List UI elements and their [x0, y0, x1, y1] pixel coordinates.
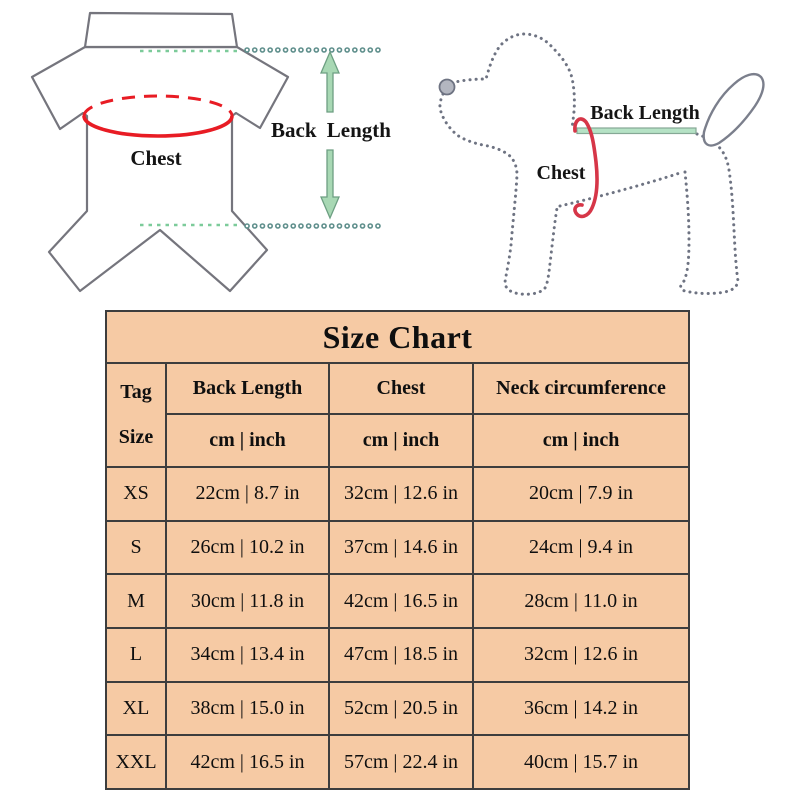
neck-value: 32cm | 12.6 in	[473, 628, 689, 682]
back-length-value: 22cm | 8.7 in	[166, 467, 329, 521]
dog-nose	[440, 80, 455, 95]
size-chart-table	[105, 310, 690, 790]
garment-diagram	[32, 13, 382, 291]
unit-header-chest: cm | inch	[329, 414, 473, 467]
chest-value: 37cm | 14.6 in	[329, 521, 473, 575]
dog-face-chest-frontleg	[440, 94, 557, 294]
dog-tail	[704, 74, 764, 145]
column-header-back-length: Back Length	[166, 363, 329, 414]
size-tag: L	[106, 628, 166, 682]
dog-head-outline	[452, 34, 574, 129]
neck-value: 24cm | 9.4 in	[473, 521, 689, 575]
garment-back-length-label: Back Length	[271, 118, 391, 142]
table-row-l	[106, 628, 689, 682]
table-units-row	[106, 414, 689, 467]
column-header-neck: Neck circumference	[473, 363, 689, 414]
size-tag: S	[106, 521, 166, 575]
table-row-xs	[106, 467, 689, 521]
back-length-arrow-down	[321, 150, 339, 218]
back-length-value: 34cm | 13.4 in	[166, 628, 329, 682]
tag-header-line1: Tag	[120, 381, 152, 403]
dog-diagram	[440, 34, 738, 294]
garment-collar	[85, 13, 237, 47]
table-row-s	[106, 521, 689, 575]
measurement-diagrams	[0, 0, 800, 308]
neck-value: 40cm | 15.7 in	[473, 735, 689, 789]
neck-value: 20cm | 7.9 in	[473, 467, 689, 521]
table-title-row	[106, 311, 689, 363]
neck-value: 28cm | 11.0 in	[473, 574, 689, 628]
table-header-row	[106, 363, 689, 414]
tag-size-header	[106, 363, 166, 467]
table-row-xxl	[106, 735, 689, 789]
chest-value: 57cm | 22.4 in	[329, 735, 473, 789]
chest-value: 32cm | 12.6 in	[329, 467, 473, 521]
dog-back-length-label: Back Length	[590, 102, 700, 124]
chest-value: 52cm | 20.5 in	[329, 682, 473, 736]
size-tag: XXL	[106, 735, 166, 789]
chest-value: 42cm | 16.5 in	[329, 574, 473, 628]
table-row-xl	[106, 682, 689, 736]
dog-hindleg	[681, 142, 738, 294]
size-tag: XS	[106, 467, 166, 521]
back-length-value: 42cm | 16.5 in	[166, 735, 329, 789]
garment-chest-label: Chest	[130, 146, 182, 170]
size-chart-title: Size Chart	[106, 311, 689, 363]
table-row-m	[106, 574, 689, 628]
chest-value: 47cm | 18.5 in	[329, 628, 473, 682]
back-length-arrow-up	[321, 52, 339, 112]
back-length-value: 38cm | 15.0 in	[166, 682, 329, 736]
back-length-measure-bar	[577, 128, 696, 134]
back-length-value: 26cm | 10.2 in	[166, 521, 329, 575]
neck-value: 36cm | 14.2 in	[473, 682, 689, 736]
unit-header-neck: cm | inch	[473, 414, 689, 467]
column-header-chest: Chest	[329, 363, 473, 414]
size-tag: XL	[106, 682, 166, 736]
tag-header-line2: Size	[118, 426, 154, 448]
dog-chest-label: Chest	[536, 162, 586, 184]
unit-header-back-length: cm | inch	[166, 414, 329, 467]
back-length-value: 30cm | 11.8 in	[166, 574, 329, 628]
size-tag: M	[106, 574, 166, 628]
